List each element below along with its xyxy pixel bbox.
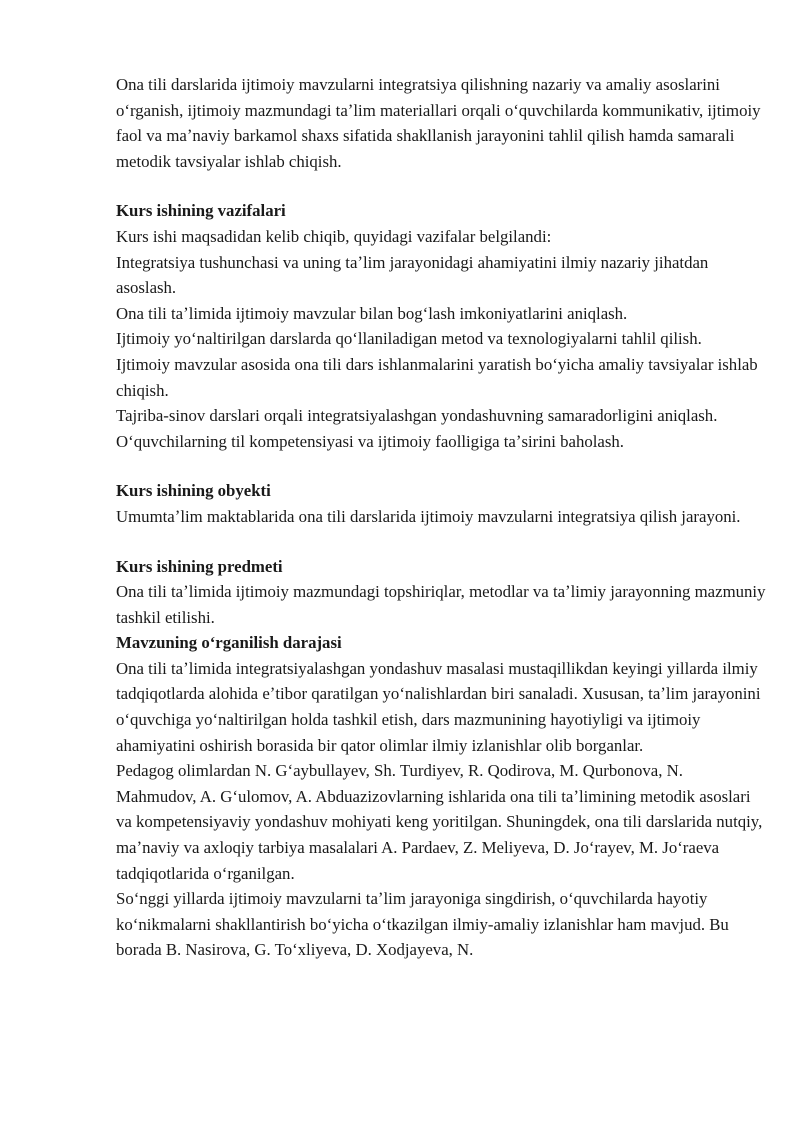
section-gap: [116, 530, 766, 554]
study-paragraph: Soʻnggi yillarda ijtimoiy mavzularni taʼlim jarayoniga singdirish, oʻquvchilarda hayotiy koʻnikmalarni shakllantirish boʻyicha oʻtkazilgan ilmiy-amaliy izlanishlar ham mavjud. Bu borada B. Nasirova, G. Toʻxliyeva, D. Xodjayeva, N.: [116, 889, 729, 960]
task-item: Ijtimoiy yoʻnaltirilgan darslarda qoʻllaniladigan metod va texnologiyalarni tahlil qilish.: [116, 329, 702, 349]
task-item: Oʻquvchilarning til kompetensiyasi va ijtimoiy faolligiga taʼsirini baholash.: [116, 431, 625, 451]
task-item: Integratsiya tushunchasi va uning taʼlim jarayonidagi ahamiyatini ilmiy nazariy jihatdan asoslash.: [116, 252, 709, 298]
section-gap: [116, 174, 766, 198]
section-gap: [116, 454, 766, 478]
intro-paragraph: Ona tili darslarida ijtimoiy mavzularni integratsiya qilishning nazariy va amaliy asoslarini oʻrganish, ijtimoiy mazmundagi taʼlim materiallari orqali oʻquvchilarda kommunikativ, ijtimoiy faol va maʼnaviy barkamol shaxs sifatida shakllanish jarayonini tahlil qilish hamda samarali metodik tavsiyalar ishlab chiqish.: [116, 75, 761, 171]
subject-heading: Kurs ishining predmeti: [116, 556, 283, 576]
study-heading: Mavzuning oʻrganilish darajasi: [116, 633, 342, 653]
tasks-heading: Kurs ishining vazifalari: [116, 201, 286, 221]
study-paragraph: Ona tili taʼlimida integratsiyalashgan yondashuv masalasi mustaqillikdan keyingi yillarda ilmiy tadqiqotlarda alohida eʼtibor qaratilgan yoʻnalishlardan biri sanaladi. Xususan, taʼlim jarayonini oʻquvchiga yoʻnaltirilgan holda tashkil etish, dars mazmunining hayotiyligi va ijtimoiy ahamiyatini oshirish borasida bir qator olimlar ilmiy izlanishlar olib borganlar.: [116, 658, 761, 755]
subject-text: Ona tili taʼlimida ijtimoiy mazmundagi topshiriqlar, metodlar va taʼlimiy jarayonning mazmuniy tashkil etilishi.: [116, 582, 766, 627]
task-item: Tajriba-sinov darslari orqali integratsiyalashgan yondashuvning samaradorligini aniqlash.: [116, 406, 718, 426]
task-item: Ona tili taʼlimida ijtimoiy mavzular bilan bogʻlash imkoniyatlarini aniqlash.: [116, 303, 628, 323]
document-page: [116, 72, 766, 963]
task-item: Ijtimoiy mavzular asosida ona tili dars ishlanmalarini yaratish boʻyicha amaliy tavsiyalar ishlab chiqish.: [116, 354, 758, 400]
object-text: Umumtaʼlim maktablarida ona tili darslarida ijtimoiy mavzularni integratsiya qilish jarayoni.: [116, 506, 741, 526]
study-paragraph: Pedagog olimlardan N. Gʻaybullayev, Sh. Turdiyev, R. Qodirova, M. Qurbonova, N. Mahmudov, A. Gʻulomov, A. Abduazizovlarning ishlarida ona tili taʼlimining metodik asoslari va kompetensiyaviy yondashuv mohiyati keng yoritilgan. Shuningdek, ona tili darslarida nutqiy, maʼnaviy va axloqiy tarbiya masalalari A. Pardaev, Z. Meliyeva, D. Joʻrayev, M. Joʻraeva tadqiqotlarida oʻrganilgan.: [116, 761, 763, 883]
tasks-lead: Kurs ishi maqsadidan kelib chiqib, quyidagi vazifalar belgilandi:: [116, 226, 552, 246]
object-heading: Kurs ishining obyekti: [116, 481, 271, 501]
